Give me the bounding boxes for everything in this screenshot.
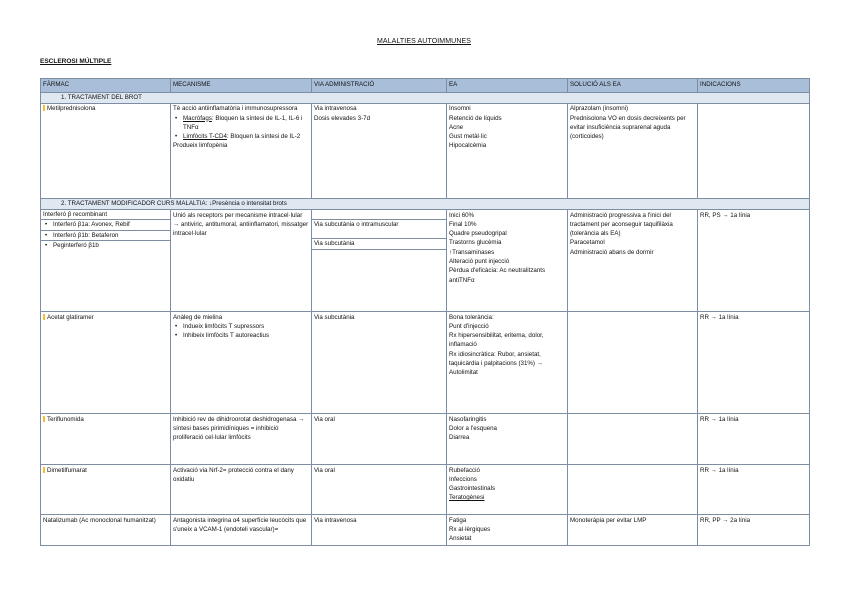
mechanism-cell: Activació via Nrf-2= protecció contra el dany oxidatiu: [171, 465, 312, 515]
header-farmac: FÀRMAC: [41, 79, 171, 93]
drug-cell: [41, 210, 171, 312]
indication-cell: RR → 1a línia: [698, 414, 810, 465]
list-item: • Indueix limfòcits T supressors: [183, 322, 309, 331]
mechanism-cell: Antagonista integrina α4 superfície leucòcits que s'uneix a VCAM-1 (endoteli vascular)=: [171, 515, 312, 546]
via-cell: Via subcutània o intramuscular Via subcutània: [312, 210, 447, 312]
drug-name: Acetat glatiramer: [47, 313, 94, 321]
ea-cell: Fatiga Rx al·lèrgiques Ansietat: [447, 515, 568, 546]
header-solucio: SOLUCIÓ ALS EA: [568, 79, 698, 93]
via-cell: Via oral: [312, 465, 447, 515]
drug-name: Natalizumab (Ac monoclonal humanitzat): [41, 515, 171, 546]
drug-table: [40, 78, 810, 546]
mechanism-cell: Anàleg de mielina • Indueix limfòcits T supressors • Inhibeix limfòcits T autoreactius: [171, 312, 312, 414]
header-ea: EA: [447, 79, 568, 93]
indication-cell: RR, PP → 2a línia: [698, 515, 810, 546]
header-mecanisme: MECANISME: [171, 79, 312, 93]
solution-cell: Monoteràpia per evitar LMP: [568, 515, 698, 546]
table-row: [41, 103, 810, 198]
group-row-brot: [41, 92, 810, 103]
mechanism-cell: Unió als receptors per mecanisme intracel·lular → antiviric, antitumoral, antiinflamatori, missatger intracel·lular: [171, 210, 312, 312]
solution-cell: [568, 414, 698, 465]
via-cell: Via oral: [312, 414, 447, 465]
marker-bar: [43, 105, 45, 111]
mechanism-cell: Inhibició rev de dihidroorotat deshidrogenasa → síntesi bases pirimidíniques = inhibició proliferació cel·lular limfòcits: [171, 414, 312, 465]
list-item: • Limfòcits T-CD4: Bloquen la síntesi de IL-2: [183, 132, 309, 141]
marker-bar: [43, 314, 45, 320]
indication-cell: RR → 1a línia: [698, 465, 810, 515]
via-cell: Via intravenosa Dosis elevades 3-7d: [312, 103, 447, 198]
ea-cell: Rubefacció Infeccions Gastrointestinals Teratogènesi: [447, 465, 568, 515]
marker-bar: [43, 416, 45, 422]
via-cell: Via intravenosa: [312, 515, 447, 546]
table-header-row: [41, 79, 810, 93]
table-row: [41, 515, 810, 546]
drug-name: Interferó β recombinant: [43, 211, 108, 219]
header-via: VIA ADMINISTRACIÓ: [312, 79, 447, 93]
ea-cell: Bona tolerància: Punt d'injecció Rx hipersensibilitat, eritema, dolor, inflamació Rx idiosincràtica: Rubor, ansietat, taquicàrdia i palpitacions (31%) → Autolimitat: [447, 312, 568, 414]
list-item: • Interferó β1b: Betaferon: [53, 231, 168, 240]
via-cell: Via subcutània: [312, 312, 447, 414]
mechanism-cell: Té acció antiinflamatòria i immunosupressora • Macròfags: Bloquen la síntesi de IL-1, IL-6 i TNFα • Limfòcits T-CD4: Bloquen la síntesi de IL-2 Produeix limfopènia: [171, 103, 312, 198]
list-item: • Inhibeix limfòcits T autoreactius: [183, 331, 309, 340]
indication-cell: [698, 103, 810, 198]
drug-name: Metilprednisolona: [47, 105, 96, 113]
list-item: • Interferó β1a: Avonex, Rebif: [53, 220, 168, 229]
section-title: ESCLEROSI MÚLTIPLE: [40, 58, 112, 65]
ea-cell: Insomni Retenció de líquids Acne Gust metàl·lic Hipocalcèmia: [447, 103, 568, 198]
marker-bar: [43, 467, 45, 473]
indication-cell: RR, PS → 1a línia: [698, 210, 810, 312]
solution-cell: Administració progressiva a l'inici del tractament per aconseguir taquifilàxia (tolerància als EA) Paracetamol Administració abans de dormir: [568, 210, 698, 312]
drug-name: Dimetilfumarat: [47, 466, 87, 474]
group-row-modificador: [41, 198, 810, 209]
list-item: • Peginterferó β1b: [53, 241, 168, 250]
ea-cell: Inici 60% Final 10% Quadre pseudogripal Trastorns glucèmia ↑Transaminases Alteració punt injecció Pèrdua d'eficàcia: Ac neutralitzants antiTNFα: [447, 210, 568, 312]
solution-cell: Alprazolam (insomni) Prednisolona VO en dosis decreixents per evitar insuficiència suprarenal aguda (corticoides): [568, 103, 698, 198]
table-row: [41, 312, 810, 414]
group-title: 2. TRACTAMENT MODIFICADOR CURS MALALTIA: ↓Presència o intensitat brots: [61, 200, 287, 208]
table-row: [41, 210, 810, 312]
table-row: [41, 465, 810, 515]
drug-name: Teriflunomida: [47, 415, 84, 423]
table-row: [41, 414, 810, 465]
header-indicacions: INDICACIONS: [698, 79, 810, 93]
ea-cell: Nasofaringitis Dolor a l'esquena Diarrea: [447, 414, 568, 465]
solution-cell: [568, 312, 698, 414]
solution-cell: [568, 465, 698, 515]
list-item: • Macròfags: Bloquen la síntesi de IL-1, IL-6 i TNFα: [183, 114, 309, 133]
document-title: MALALTIES AUTOIMMUNES: [376, 38, 472, 45]
indication-cell: RR → 1a línia: [698, 312, 810, 414]
group-title: 1. TRACTAMENT DEL BROT: [61, 94, 142, 101]
